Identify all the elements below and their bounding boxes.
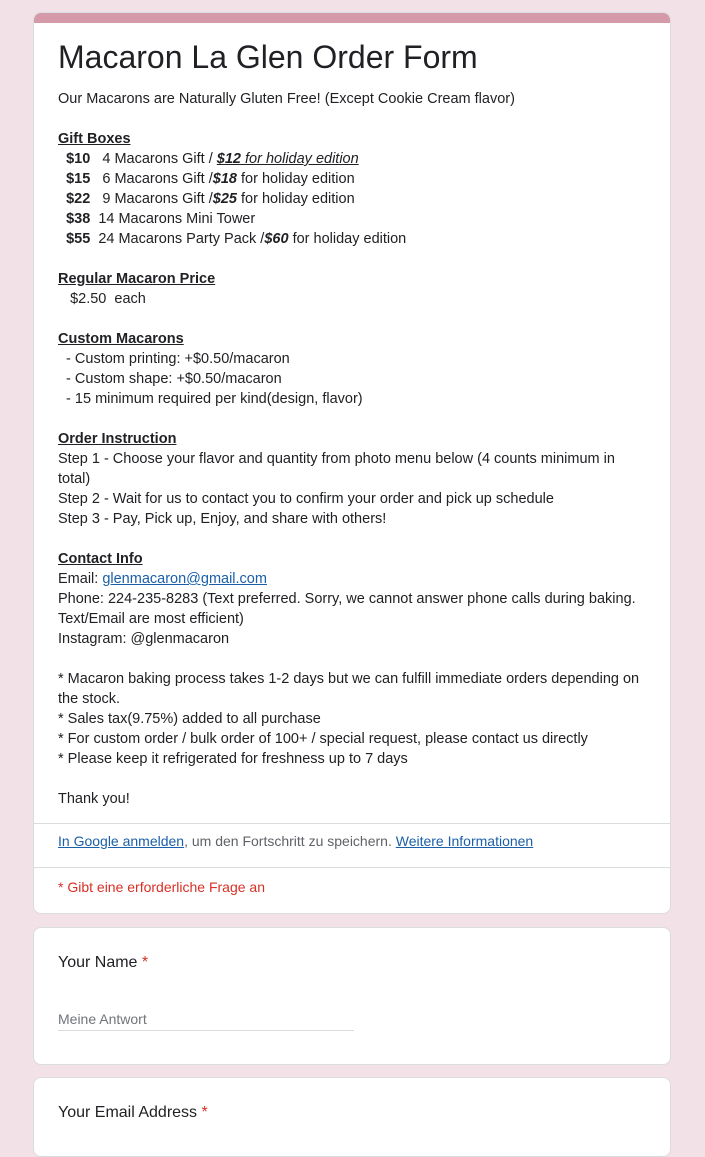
instruction-step: Step 1 - Choose your flavor and quantity from photo menu below (4 counts minimum in total) — [58, 451, 615, 487]
more-info-link[interactable]: Weitere Informationen — [395, 833, 534, 849]
divider — [34, 867, 670, 868]
form-title: Macaron La Glen Order Form — [58, 39, 478, 75]
note-line: * For custom order / bulk order of 100+ / special request, please contact us directly — [58, 731, 588, 747]
note-line: * Macaron baking process takes 1-2 days but we can fulfill immediate orders depending on the stock. — [58, 671, 640, 707]
name-input[interactable] — [58, 1008, 354, 1031]
instruction-step: Step 2 - Wait for us to contact you to confirm your order and pick up schedule — [58, 491, 554, 507]
contact-info-heading: Contact Info — [58, 551, 143, 567]
contact-email-line: Email: glenmacaron@gmail.com — [58, 571, 267, 587]
custom-line: - 15 minimum required per kind(design, flavor) — [58, 391, 363, 407]
accent-bar — [34, 13, 670, 23]
gift-box-line: $38 14 Macarons Mini Tower — [66, 211, 256, 227]
email-link[interactable]: glenmacaron@gmail.com — [102, 571, 267, 587]
custom-line: - Custom shape: +$0.50/macaron — [58, 371, 282, 387]
custom-macarons-heading: Custom Macarons — [58, 331, 184, 347]
required-notice: * Gibt eine erforderliche Frage an — [58, 879, 265, 895]
divider — [34, 823, 670, 824]
contact-instagram: Instagram: @glenmacaron — [58, 631, 230, 647]
custom-line: - Custom printing: +$0.50/macaron — [58, 351, 290, 367]
thank-you-text: Thank you! — [58, 791, 130, 807]
note-line: * Sales tax(9.75%) added to all purchase — [58, 711, 321, 727]
contact-phone: Phone: 224-235-8283 (Text preferred. Sorry, we cannot answer phone calls during baking. Text/Email are most efficient) — [58, 591, 636, 627]
gift-box-line: $10 4 Macarons Gift / $12 for holiday edition — [66, 151, 359, 167]
gift-boxes-heading: Gift Boxes — [58, 131, 131, 147]
gift-box-line: $22 9 Macarons Gift /$25 for holiday edition — [66, 191, 355, 207]
required-asterisk: * — [201, 1104, 208, 1121]
signin-notice: In Google anmelden, um den Fortschritt zu speichern. Weitere Informationen — [58, 833, 534, 849]
intro-text: Our Macarons are Naturally Gluten Free! (Except Cookie Cream flavor) — [58, 91, 515, 107]
question-title: Your Email Address * — [58, 1104, 208, 1121]
gift-box-line: $15 6 Macarons Gift /$18 for holiday edition — [66, 171, 355, 187]
required-asterisk: * — [141, 954, 149, 971]
gift-box-line: $55 24 Macarons Party Pack /$60 for holiday edition — [66, 231, 407, 247]
question-title: Your Name * — [58, 954, 149, 971]
regular-price-line: $2.50 each — [58, 291, 146, 307]
question-card-name — [33, 927, 671, 1065]
form-description — [58, 89, 646, 809]
order-instruction-heading: Order Instruction — [58, 431, 177, 447]
regular-price-heading: Regular Macaron Price — [58, 271, 216, 287]
form-header-card — [33, 12, 671, 914]
question-card-email — [33, 1077, 671, 1157]
google-signin-link[interactable]: In Google anmelden — [58, 833, 185, 849]
note-line: * Please keep it refrigerated for freshness up to 7 days — [58, 751, 408, 767]
instruction-step: Step 3 - Pay, Pick up, Enjoy, and share with others! — [58, 511, 387, 527]
